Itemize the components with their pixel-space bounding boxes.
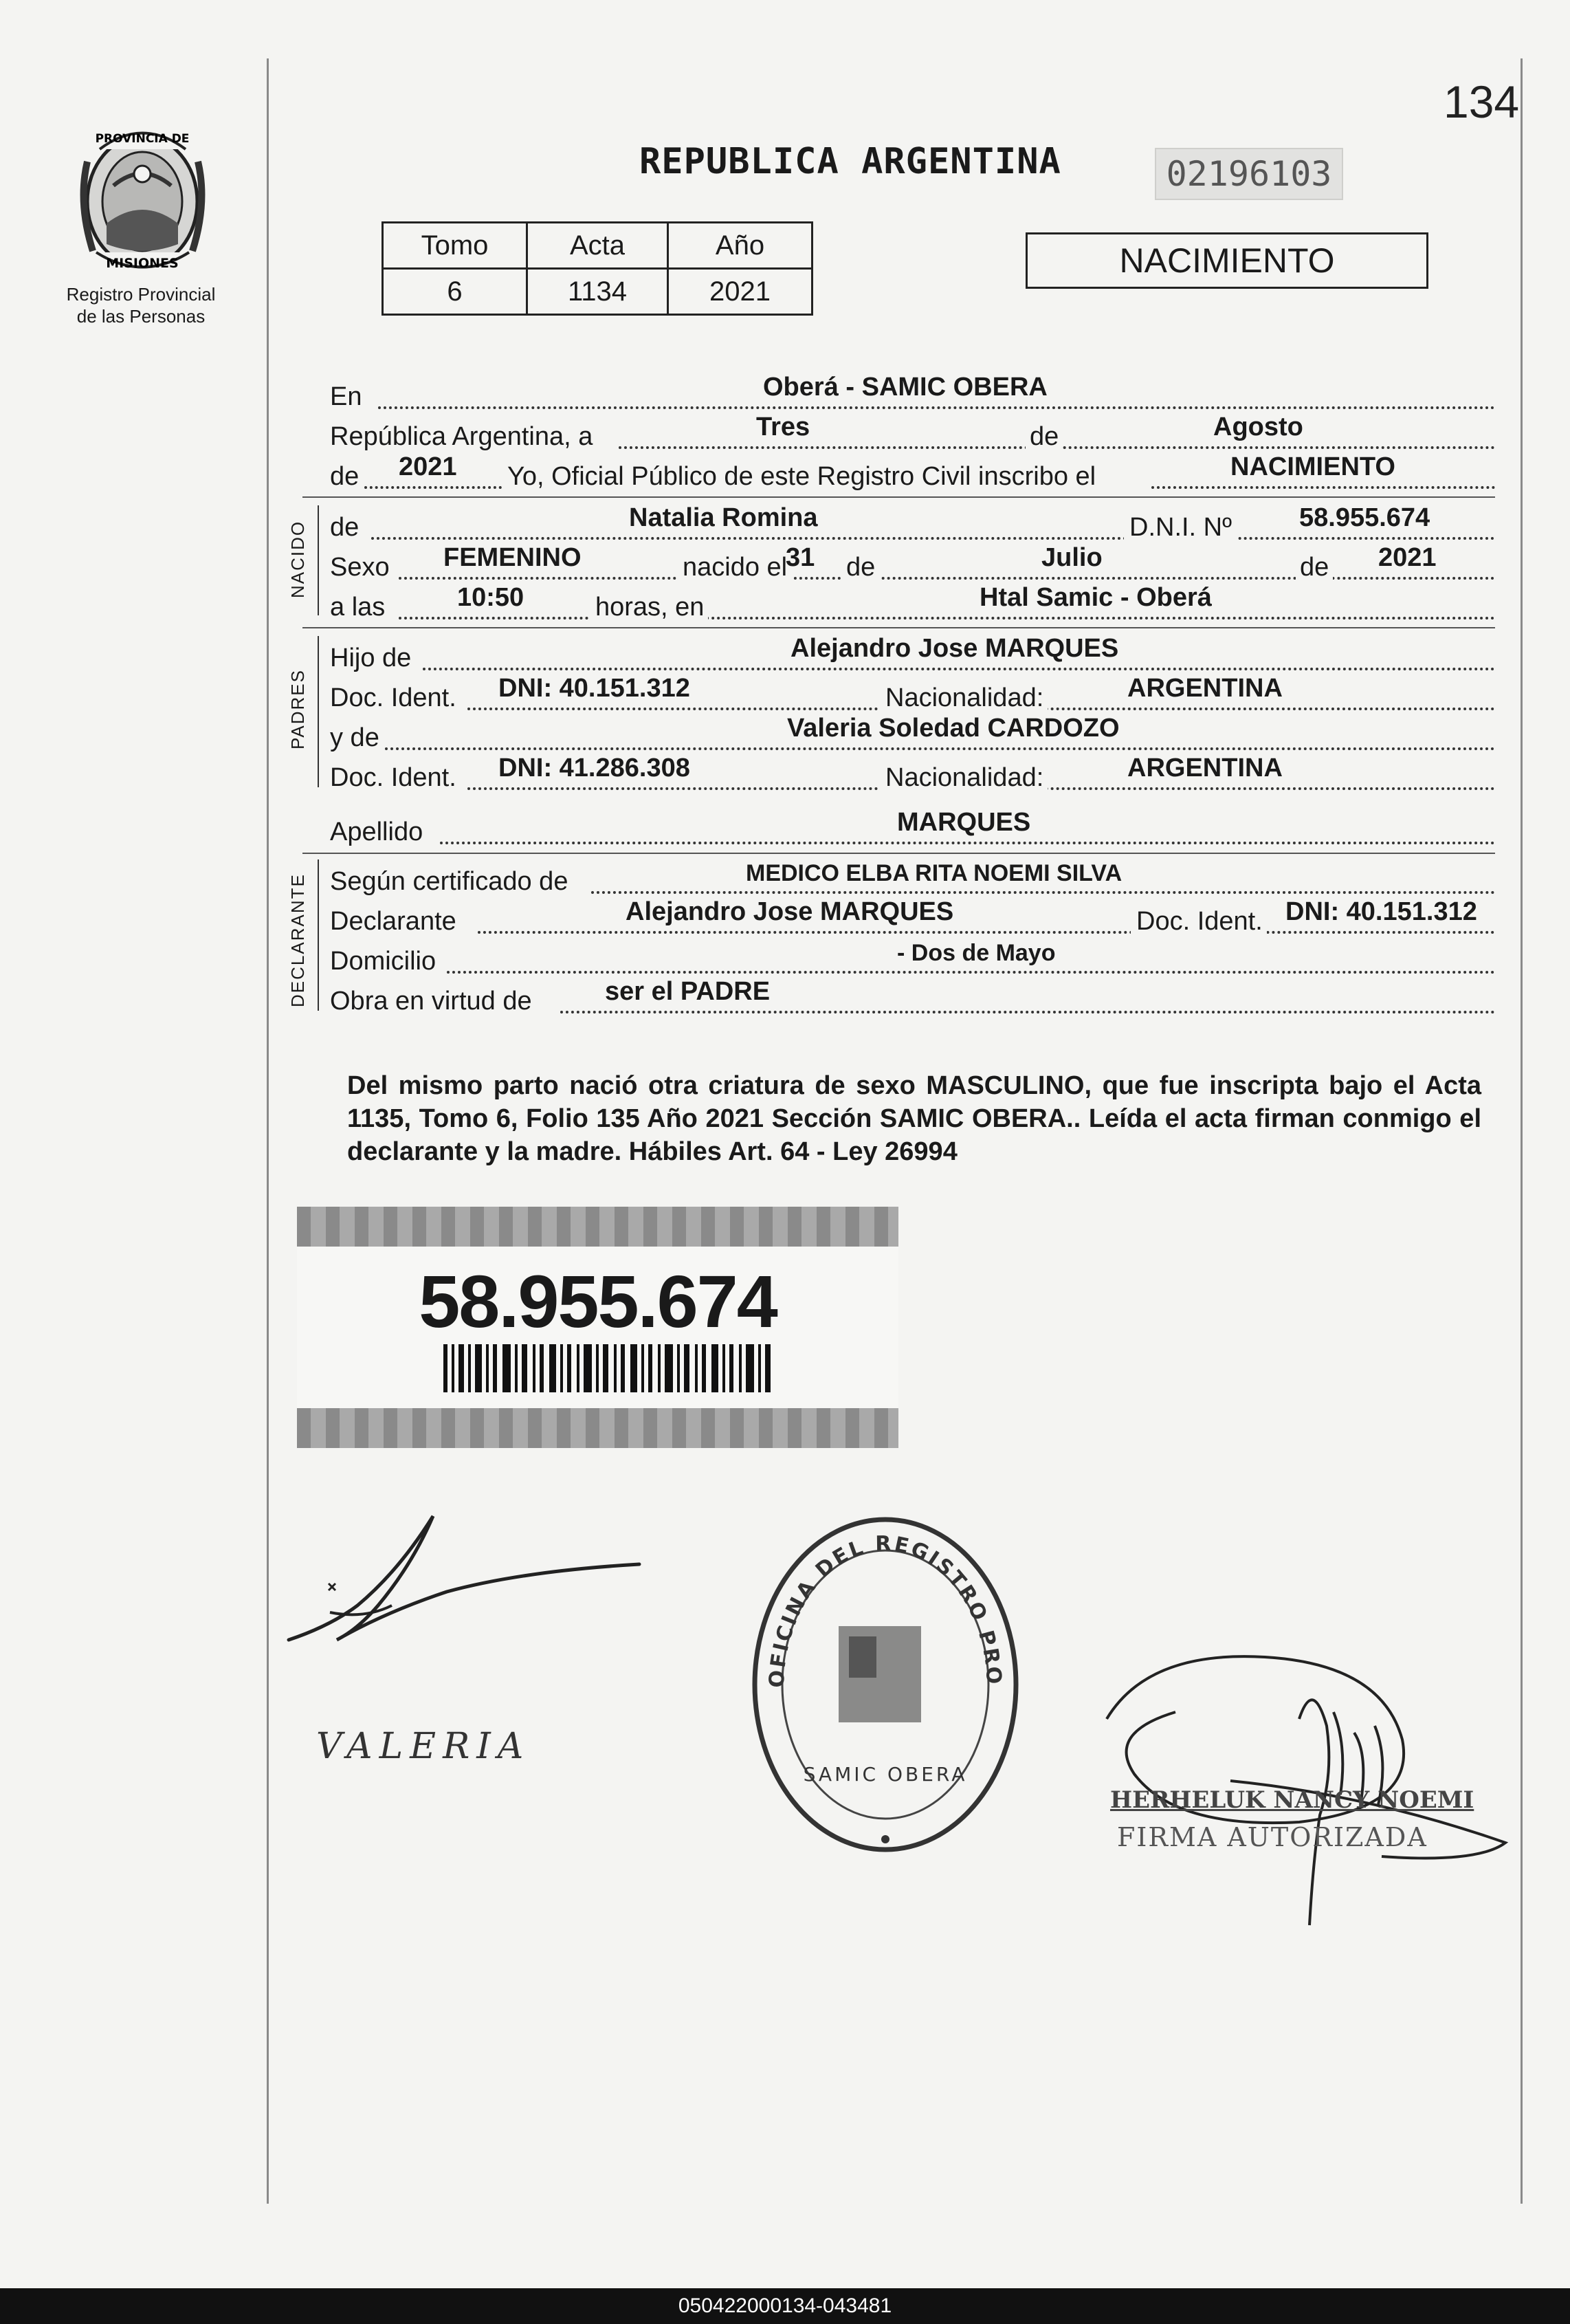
row-domicilio (330, 939, 1495, 979)
birth-day-value: 31 (786, 543, 815, 572)
dni-label: D.N.I. Nº (1124, 513, 1236, 542)
dotted-line (1151, 486, 1495, 489)
padre-nacionalidad-value: ARGENTINA (1127, 674, 1283, 703)
padre-doc-value: DNI: 40.151.312 (498, 674, 690, 703)
birth-month-value: Julio (1041, 543, 1103, 572)
dotted-line (385, 747, 1495, 750)
nacido-el-label: nacido el (677, 553, 791, 582)
row-apellido (330, 810, 1495, 850)
dotted-line (591, 891, 1495, 894)
de-label: de (842, 553, 879, 582)
authority-name: HERHELUK NANCY NOEMI (1110, 1786, 1474, 1814)
handwritten-name: VALERIA (316, 1726, 531, 1767)
section-label-declarante: DECLARANTE (287, 873, 308, 1007)
page-number: 134 (1444, 76, 1520, 127)
row-declarante (330, 899, 1495, 939)
de-label: de (1026, 422, 1063, 452)
acta-header: Acta (527, 223, 668, 269)
de-label: de (1296, 553, 1333, 582)
row-madre (330, 716, 1495, 756)
a-las-label: a las (330, 593, 389, 622)
oficial-text: Yo, Oficial Público de este Registro Civil inscribo el (502, 462, 1100, 492)
dni-sticker-band-top (297, 1207, 898, 1247)
section-divider (302, 496, 1495, 498)
declarante-label: Declarante (330, 907, 461, 936)
nombre-value: Natalia Romina (629, 503, 818, 532)
org-label-line1: Registro Provincial (66, 284, 216, 305)
nacionalidad-label: Nacionalidad: (880, 763, 1048, 793)
section-label-nacido: NACIDO (287, 520, 308, 598)
birth-year-value: 2021 (1378, 543, 1437, 572)
left-margin-line (267, 58, 269, 2204)
misiones-seal-logo (72, 120, 213, 282)
note-paragraph: Del mismo parto nació otra criatura de sexo MASCULINO, que fue inscripta bajo el Acta 1135, Tomo 6, Folio 135 Año 2021 Sección SAMIC OBERA.. Leída el acta firman conmigo el declarante y la madre. Hábiles Art. 64 - Ley 26994 (347, 1071, 1481, 1166)
madre-doc-value: DNI: 41.286.308 (498, 754, 690, 782)
row-padre (330, 636, 1495, 676)
section-divider (302, 853, 1495, 854)
obra-value: ser el PADRE (605, 977, 771, 1006)
nacionalidad-label: Nacionalidad: (880, 683, 1048, 713)
org-label-line2: de las Personas (76, 306, 206, 327)
right-margin-line (1521, 58, 1523, 2204)
obra-label: Obra en virtud de (330, 987, 536, 1016)
de-label: de (330, 513, 363, 542)
dotted-line (423, 668, 1495, 670)
row-obra (330, 979, 1495, 1019)
dni-value: 58.955.674 (1299, 503, 1430, 532)
sexo-value: FEMENINO (443, 543, 582, 572)
lugar-value: Htal Samic - Oberá (980, 583, 1212, 612)
dotted-line (447, 971, 1495, 974)
authority-label: FIRMA AUTORIZADA (1117, 1822, 1428, 1852)
doc-ident-label: Doc. Ident. (330, 683, 461, 713)
dni-barcode (443, 1344, 773, 1392)
de-label: de (330, 462, 363, 492)
stamp-inner-text: SAMIC OBERA (803, 1763, 968, 1786)
row-madre-doc (330, 756, 1495, 796)
dotted-line (371, 537, 1495, 540)
seal-text-bottom: MISIONES (106, 256, 179, 271)
org-label (41, 283, 241, 327)
stamp-ring-text: OFICINA DEL REGISTRO PRO (764, 1531, 1006, 1689)
dni-sticker-band-bottom (297, 1408, 898, 1448)
hijo-de-label: Hijo de (330, 644, 415, 673)
y-de-label: y de (330, 723, 384, 753)
declarante-doc-value: DNI: 40.151.312 (1285, 897, 1477, 926)
mother-signature (275, 1509, 646, 1654)
domicilio-label: Domicilio (330, 947, 440, 976)
hora-value: 10:50 (457, 583, 524, 612)
dotted-line (440, 842, 1495, 844)
tomo-acta-anio-table (382, 221, 813, 316)
doc-ident-label: Doc. Ident. (1131, 907, 1267, 936)
dotted-line (560, 1011, 1495, 1013)
dotted-line (478, 931, 1495, 934)
tomo-value: 6 (383, 269, 527, 315)
section-bracket (318, 859, 319, 1011)
dni-sticker-number: 58.955.674 (419, 1260, 777, 1343)
dotted-line (399, 617, 1495, 620)
month-value: Agosto (1213, 413, 1303, 441)
anio-header: Año (668, 223, 812, 269)
republica-label: República Argentina, a (330, 422, 597, 452)
horas-en-label: horas, en (590, 593, 708, 622)
footer-code-bar: 050422000134-043481 (0, 2288, 1570, 2324)
row-oficial (330, 454, 1495, 494)
row-en (330, 375, 1495, 415)
row-fecha (330, 415, 1495, 454)
section-bracket (318, 505, 319, 615)
day-value: Tres (756, 413, 810, 441)
section-label-padres: PADRES (287, 669, 308, 749)
en-label: En (330, 382, 366, 412)
certificate-kind: NACIMIENTO (1026, 232, 1428, 289)
declarante-value: Alejandro Jose MARQUES (626, 897, 954, 926)
padre-value: Alejandro Jose MARQUES (790, 634, 1119, 663)
tomo-header: Tomo (383, 223, 527, 269)
kind-value: NACIMIENTO (1230, 452, 1395, 481)
year-value: 2021 (399, 452, 457, 481)
dotted-line (364, 486, 502, 489)
serial-number-stamp: 02196103 (1155, 148, 1343, 200)
official-stamp (742, 1509, 1028, 1867)
certificado-label: Según certificado de (330, 867, 572, 897)
apellido-label: Apellido (330, 818, 427, 847)
seal-text-top: PROVINCIA DE (95, 132, 190, 146)
dotted-line (378, 406, 1495, 409)
sexo-label: Sexo (330, 553, 394, 582)
apellido-value: MARQUES (897, 808, 1031, 837)
document-title: REPUBLICA ARGENTINA (639, 141, 1061, 182)
row-certificado (330, 859, 1495, 899)
anio-value: 2021 (668, 269, 812, 315)
certificado-value: MEDICO ELBA RITA NOEMI SILVA (746, 860, 1123, 886)
row-hora (330, 585, 1495, 625)
en-value: Oberá - SAMIC OBERA (763, 373, 1048, 402)
madre-value: Valeria Soledad CARDOZO (787, 714, 1120, 743)
section-bracket (318, 636, 319, 787)
row-padre-doc (330, 676, 1495, 716)
row-sexo (330, 545, 1495, 585)
section-divider (302, 627, 1495, 628)
domicilio-value: - Dos de Mayo (897, 940, 1056, 966)
row-nombre (330, 505, 1495, 545)
madre-nacionalidad-value: ARGENTINA (1127, 754, 1283, 782)
acta-value: 1134 (527, 269, 668, 315)
doc-ident-label: Doc. Ident. (330, 763, 461, 793)
